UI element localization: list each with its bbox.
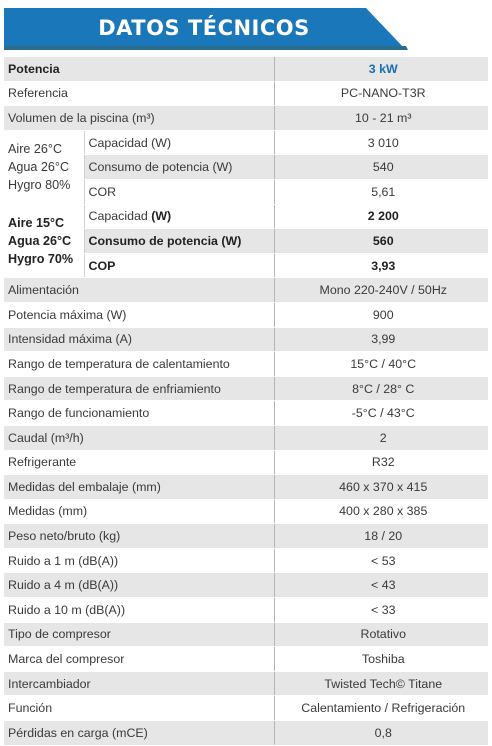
row-label-text: Capacidad xyxy=(88,209,152,224)
row-label: COP xyxy=(84,253,274,278)
table-row xyxy=(4,524,488,549)
row-label: Función xyxy=(4,696,274,721)
row-label: Pérdidas en carga (mCE) xyxy=(4,721,274,746)
row-value: 400 x 280 x 385 xyxy=(274,499,488,524)
table-row xyxy=(4,548,488,573)
row-value: 2 200 xyxy=(274,204,488,229)
table-row xyxy=(4,671,488,696)
row-label: Marca del compresor xyxy=(4,647,274,672)
row-label: Medidas (mm) xyxy=(4,499,274,524)
row-value: 0,8 xyxy=(274,721,488,746)
row-value: 3,99 xyxy=(274,327,488,352)
condition-group-1 xyxy=(4,130,84,204)
table-row xyxy=(4,352,488,377)
table-row xyxy=(4,57,488,81)
row-value: 8°C / 28° C xyxy=(274,376,488,401)
row-value: 18 / 20 xyxy=(274,524,488,549)
row-value: 10 - 21 m³ xyxy=(274,106,488,131)
table-row xyxy=(4,622,488,647)
row-value: 3 kW xyxy=(274,57,488,81)
row-label: Rango de temperatura de calentamiento xyxy=(4,352,274,377)
row-value: Toshiba xyxy=(274,647,488,672)
row-value: 2 xyxy=(274,425,488,450)
row-value: Mono 220-240V / 50Hz xyxy=(274,278,488,303)
row-value: 3 010 xyxy=(274,130,488,155)
condition-group-2 xyxy=(4,204,84,278)
row-label: Peso neto/bruto (kg) xyxy=(4,524,274,549)
row-value: 900 xyxy=(274,302,488,327)
condition-line: Agua 26°C xyxy=(8,160,70,175)
condition-line: Hygro 70% xyxy=(8,251,74,266)
row-value: 540 xyxy=(274,155,488,180)
table-row xyxy=(4,302,488,327)
row-label: COR xyxy=(84,179,274,204)
condition-line: Agua 26°C xyxy=(8,233,72,248)
row-label: Medidas del embalaje (mm) xyxy=(4,475,274,500)
row-label: Intensidad máxima (A) xyxy=(4,327,274,352)
table-row xyxy=(4,696,488,721)
row-label: Refrigerante xyxy=(4,450,274,475)
row-label: Alimentación xyxy=(4,278,274,303)
row-value: 15°C / 40°C xyxy=(274,352,488,377)
row-value: Twisted Tech© Titane xyxy=(274,671,488,696)
table-row xyxy=(4,130,488,155)
row-label: Rango de funcionamiento xyxy=(4,401,274,426)
condition-line: Hygro 80% xyxy=(8,178,71,193)
condition-line: Aire 15°C xyxy=(8,215,65,230)
table-row xyxy=(4,425,488,450)
row-label: Consumo de potencia (W) xyxy=(84,229,274,254)
table-row xyxy=(4,204,488,229)
table-row xyxy=(4,376,488,401)
row-label: Capacidad (W) xyxy=(84,130,274,155)
table-row xyxy=(4,401,488,426)
row-label-unit: (W) xyxy=(151,209,172,224)
table-row xyxy=(4,598,488,623)
row-value: -5°C / 43°C xyxy=(274,401,488,426)
row-label: Ruido a 4 m (dB(A)) xyxy=(4,573,274,598)
specs-table xyxy=(4,57,488,746)
table-row xyxy=(4,278,488,303)
row-label: Consumo de potencia (W) xyxy=(84,155,274,180)
row-value: Calentamiento / Refrigeración xyxy=(274,696,488,721)
table-row xyxy=(4,573,488,598)
table-row xyxy=(4,475,488,500)
table-row xyxy=(4,327,488,352)
table-row xyxy=(4,106,488,131)
row-label: Ruido a 1 m (dB(A)) xyxy=(4,548,274,573)
table-row xyxy=(4,81,488,106)
row-value: Rotativo xyxy=(274,622,488,647)
row-label xyxy=(84,204,274,229)
row-value: PC-NANO-T3R xyxy=(274,81,488,106)
row-label: Referencia xyxy=(4,81,274,106)
row-value: 3,93 xyxy=(274,253,488,278)
row-label: Rango de temperatura de enfriamiento xyxy=(4,376,274,401)
row-label: Ruido a 10 m (dB(A)) xyxy=(4,598,274,623)
row-value: 460 x 370 x 415 xyxy=(274,475,488,500)
row-label: Potencia xyxy=(4,57,274,81)
row-label: Tipo de compresor xyxy=(4,622,274,647)
row-value: < 53 xyxy=(274,548,488,573)
condition-line: Aire 26°C xyxy=(8,142,63,157)
row-label: Intercambiador xyxy=(4,671,274,696)
page-title: DATOS TÉCNICOS xyxy=(98,16,310,40)
table-row xyxy=(4,721,488,746)
table-row xyxy=(4,450,488,475)
row-value: < 33 xyxy=(274,598,488,623)
row-label: Volumen de la piscina (m³) xyxy=(4,106,274,131)
table-row xyxy=(4,647,488,672)
row-value: 5,61 xyxy=(274,179,488,204)
row-label: Caudal (m³/h) xyxy=(4,425,274,450)
row-value: < 43 xyxy=(274,573,488,598)
row-label: Potencia máxima (W) xyxy=(4,302,274,327)
row-value: R32 xyxy=(274,450,488,475)
row-value: 560 xyxy=(274,229,488,254)
table-row xyxy=(4,499,488,524)
